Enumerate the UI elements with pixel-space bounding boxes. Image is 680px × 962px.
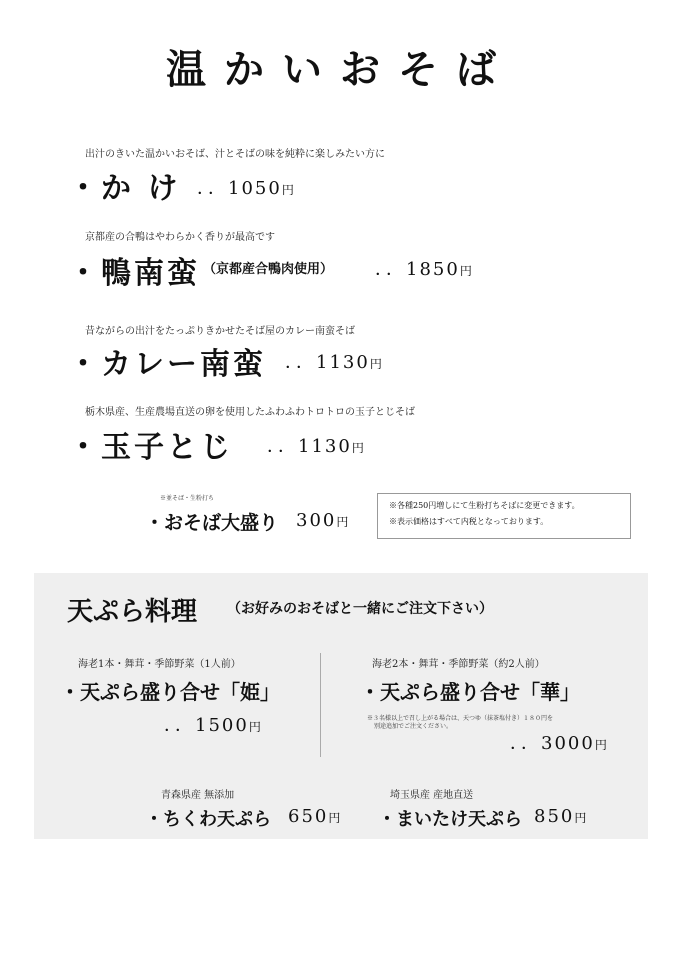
price-value: 850	[534, 806, 575, 827]
maitake-name: ・まいたけ天ぷら	[378, 809, 522, 830]
chikuwa-desc: 青森県産 無添加	[161, 790, 235, 801]
item-name: ・玉子とじ	[68, 430, 233, 465]
item-description: 京都産の合鴨はやわらかく香りが最高です	[85, 232, 275, 243]
item-price	[285, 348, 382, 374]
tempura-right-name: ・天ぷら盛り合せ「華」	[360, 680, 580, 704]
yen-unit: 円	[351, 441, 364, 455]
tempura-left-name: ・天ぷら盛り合せ「姫」	[60, 680, 280, 704]
item-description: 昔ながらの出汁をたっぷりきかせたそば屋のカレー南蛮そば	[85, 326, 355, 337]
item-description: 出汁のきいた温かいおそば、汁とそばの味を純粋に楽しみたい方に	[85, 149, 385, 160]
chikuwa-price	[288, 806, 340, 827]
price-value: ．．1850	[375, 259, 460, 280]
tempura-right-note: 別途追加でご注文ください。	[374, 723, 453, 730]
item-price	[375, 255, 472, 281]
maitake-desc: 埼玉県産 産地直送	[390, 790, 474, 801]
notice-line: ※各種250円増しにて生粉打ちそばに変更できます。	[389, 501, 580, 510]
yen-unit: 円	[574, 811, 587, 825]
tempura-right-desc: 海老2本・舞茸・季節野菜（約2人前）	[372, 659, 545, 670]
price-value: 650	[288, 806, 329, 827]
tempura-section	[34, 573, 648, 839]
yen-unit: 円	[328, 811, 341, 825]
item-price	[267, 432, 364, 458]
yen-unit: 円	[281, 183, 294, 197]
price-value: ．．1500	[164, 715, 249, 736]
notice-box	[377, 493, 631, 539]
item-name: ・鴨南蛮	[68, 256, 200, 291]
price-value: 300	[296, 510, 337, 531]
yen-unit: 円	[248, 720, 261, 734]
item-name: ・か け	[68, 171, 181, 206]
price-value: ．．3000	[510, 733, 595, 754]
tempura-subtitle: （お好みのおそばと一緒にご注文下さい）	[227, 601, 493, 617]
chikuwa-name: ・ちくわ天ぷら	[145, 809, 271, 830]
maitake-price	[534, 806, 586, 827]
page-title: 温かいおそば	[166, 46, 514, 93]
tempura-left-desc: 海老1本・舞茸・季節野菜（1人前）	[78, 659, 241, 670]
omori-price	[296, 510, 348, 531]
price-value: ．．1050	[197, 178, 282, 199]
yen-unit: 円	[336, 515, 349, 529]
tempura-right-price	[510, 729, 607, 755]
notice-line: ※表示価格はすべて内税となっております。	[389, 517, 549, 526]
price-value: ．．1130	[285, 352, 370, 373]
item-note: （京都産合鴨肉使用）	[203, 262, 334, 277]
omori-note: ※並そば・生粉打ち	[160, 495, 215, 502]
item-description: 栃木県産、生産農場直送の卵を使用したふわふわトロトロの玉子とじそば	[85, 407, 415, 418]
item-name: ・カレー南蛮	[68, 347, 266, 382]
divider	[320, 653, 321, 757]
tempura-left-price	[164, 711, 261, 737]
item-price	[197, 174, 294, 200]
price-value: ．．1130	[267, 436, 352, 457]
yen-unit: 円	[369, 357, 382, 371]
tempura-title: 天ぷら料理	[67, 597, 198, 627]
yen-unit: 円	[594, 738, 607, 752]
tempura-right-note: ※３名様以上で召し上がる場合は、天つゆ（抹茶塩付き）１８０円を	[367, 715, 554, 722]
yen-unit: 円	[459, 264, 472, 278]
omori-name: ・おそば大盛り	[145, 512, 279, 534]
